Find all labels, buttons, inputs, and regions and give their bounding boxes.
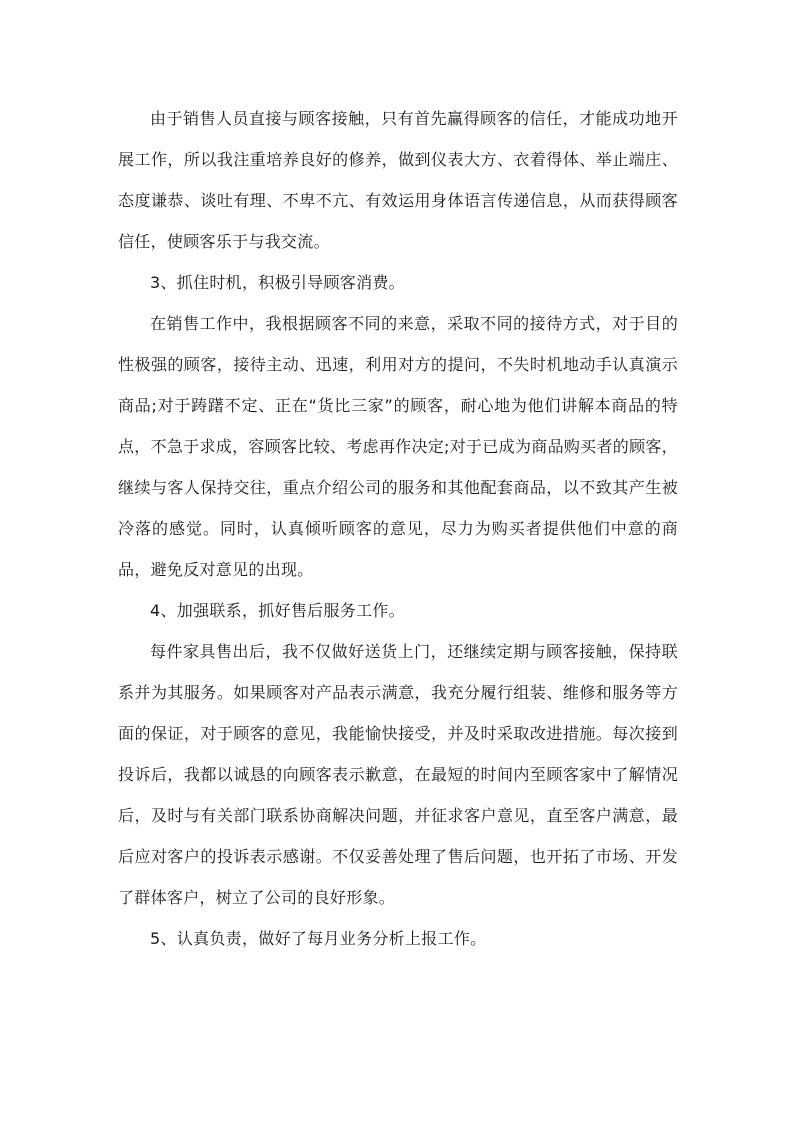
body-text bbox=[118, 98, 678, 959]
heading-monthly-report: 5、认真负责，做好了每月业务分析上报工作。 bbox=[150, 929, 487, 948]
heading-seize-opportunity: 3、抓住时机，积极引导顾客消费。 bbox=[150, 273, 405, 292]
paragraph-trust: 由于销售人员直接与顾客接触，只有首先赢得顾客的信任，才能成功地开展工作，所以我注重培养良好的修养，做到仪表大方、衣着得体、举止端庄、态度谦恭、谈吐有理、不卑不亢、有效运用身体语言传递信息，从而获得顾客信任，使顾客乐于与我交流。 bbox=[118, 109, 678, 251]
paragraph-sales-approach: 在销售工作中，我根据顾客不同的来意，采取不同的接待方式，对于目的性极强的顾客，接待主动、迅速，利用对方的提问，不失时机地动手认真演示商品;对于踌躇不定、正在“货比三家”的顾客，耐心地为他们讲解本商品的特点，不急于求成，容顾客比较、考虑再作决定;对于已成为商品购买者的顾客，继续与客人保持交往，重点介绍公司的服务和其他配套商品，以不致其产生被冷落的感觉。同时，认真倾听顾客的意见，尽力为购买者提供他们中意的商品，避免反对意见的出现。 bbox=[118, 314, 678, 579]
paragraph-after-sales: 每件家具售出后，我不仅做好送货上门，还继续定期与顾客接触，保持联系并为其服务。如果顾客对产品表示满意，我充分履行组装、维修和服务等方面的保证，对于顾客的意见，我能愉快接受，并及时采取改进措施。每次接到投诉后，我都以诚恳的向顾客表示歉意，在最短的时间内至顾客家中了解情况后，及时与有关部门联系协商解决问题，并征求客户意见，直至客户满意，最后应对客户的投诉表示感谢。不仅妥善处理了售后问题，也开拓了市场、开发了群体客户，树立了公司的良好形象。 bbox=[118, 642, 678, 907]
heading-after-sales: 4、加强联系，抓好售后服务工作。 bbox=[150, 601, 405, 620]
